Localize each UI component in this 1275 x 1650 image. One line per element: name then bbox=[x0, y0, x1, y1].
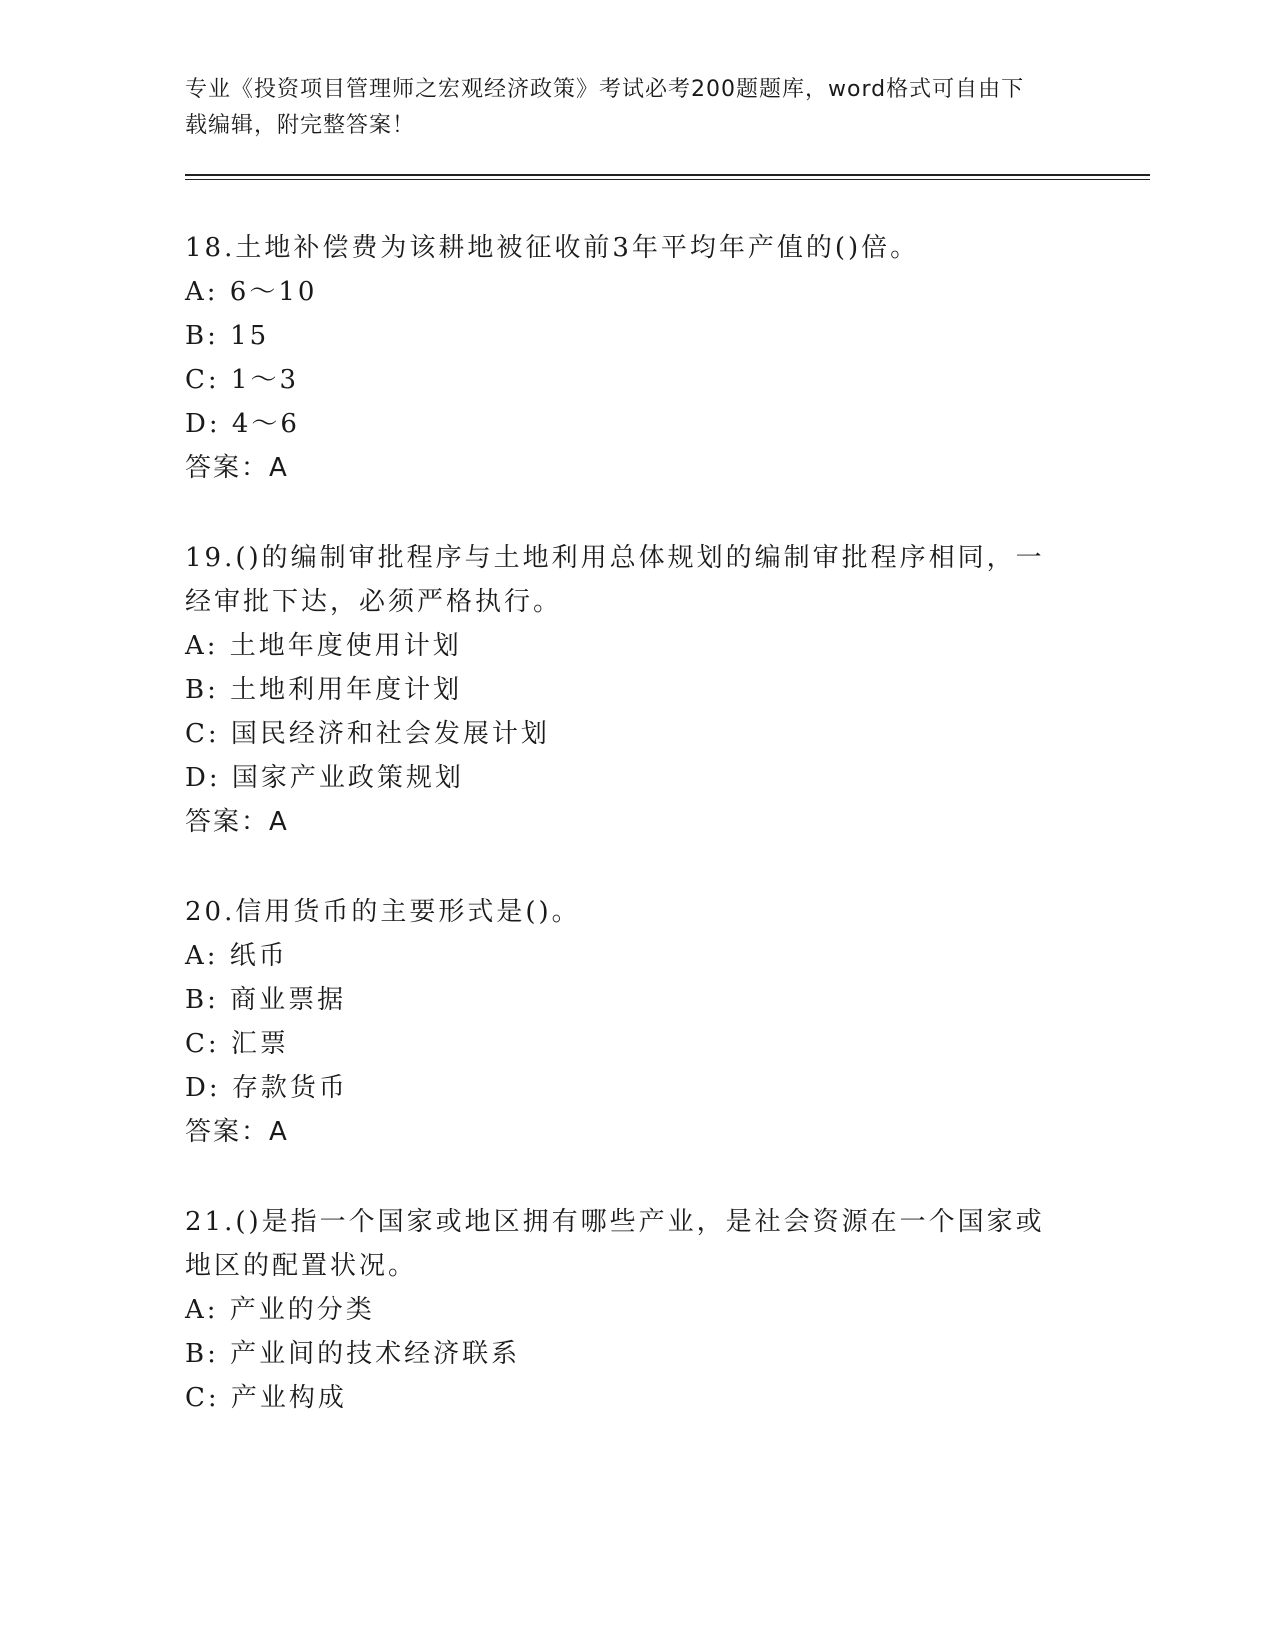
option-b: B: 商业票据 bbox=[185, 985, 347, 1015]
question-19 bbox=[185, 536, 1085, 844]
answer-line: 答案：A bbox=[185, 1117, 289, 1147]
option-b: B: 产业间的技术经济联系 bbox=[185, 1339, 521, 1369]
option-c: C: 1～3 bbox=[185, 365, 300, 395]
answer-line: 答案：A bbox=[185, 807, 289, 837]
question-text: 19.()的编制审批程序与土地利用总体规划的编制审批程序相同，一经审批下达，必须严格执行。 bbox=[185, 543, 1045, 617]
option-b: B: 土地利用年度计划 bbox=[185, 675, 463, 705]
option-c: C: 国民经济和社会发展计划 bbox=[185, 719, 550, 749]
document-page bbox=[185, 72, 1085, 1420]
option-a: A: 土地年度使用计划 bbox=[185, 631, 462, 661]
option-d: D: 4～6 bbox=[185, 409, 300, 439]
option-d: D: 国家产业政策规划 bbox=[185, 763, 464, 793]
header-divider bbox=[185, 174, 1150, 180]
question-text: 18.土地补偿费为该耕地被征收前3年平均年产值的()倍。 bbox=[185, 233, 920, 263]
option-a: A: 纸币 bbox=[185, 941, 288, 971]
question-18 bbox=[185, 226, 1085, 490]
option-a: A: 产业的分类 bbox=[185, 1295, 375, 1325]
option-d: D: 存款货币 bbox=[185, 1073, 348, 1103]
question-21 bbox=[185, 1200, 1085, 1420]
answer-line: 答案：A bbox=[185, 453, 289, 483]
option-c: C: 汇票 bbox=[185, 1029, 289, 1059]
document-header: 专业《投资项目管理师之宏观经济政策》考试必考200题题库，word格式可自由下载编辑，附完整答案！ bbox=[185, 77, 1025, 138]
question-text: 21.()是指一个国家或地区拥有哪些产业，是社会资源在一个国家或地区的配置状况。 bbox=[185, 1207, 1045, 1281]
question-20 bbox=[185, 890, 1085, 1154]
option-a: A: 6～10 bbox=[185, 277, 318, 307]
option-b: B: 15 bbox=[185, 321, 270, 351]
question-text: 20.信用货币的主要形式是()。 bbox=[185, 897, 581, 927]
option-c: C: 产业构成 bbox=[185, 1383, 347, 1413]
